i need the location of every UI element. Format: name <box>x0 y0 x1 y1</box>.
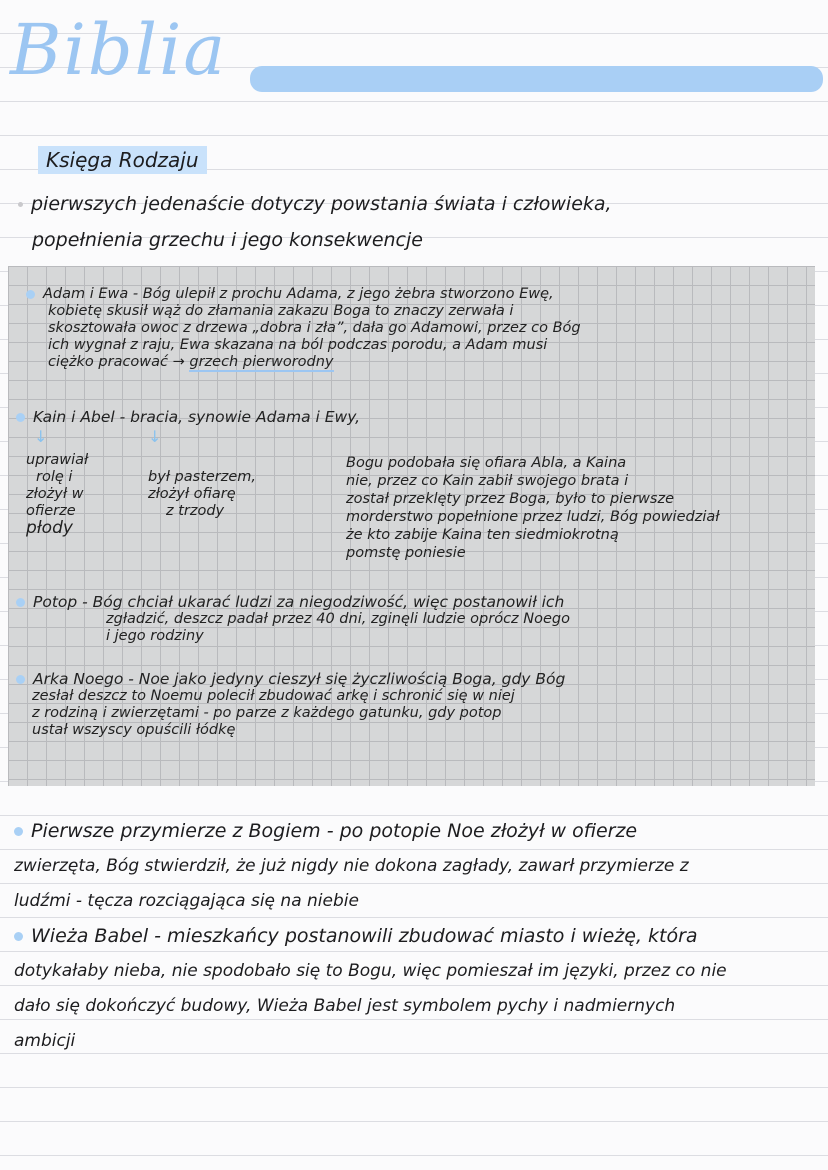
arrow-down-icon: ↓ <box>34 427 48 446</box>
note-line: zgładzić, deszcz padał przez 40 dni, zginęli ludzie oprócz Noego <box>106 611 570 627</box>
note-line: złożył ofiarę <box>148 486 236 502</box>
intro-text <box>18 186 808 258</box>
note-line: Adam i Ewa - Bóg ulepił z prochu Adama, z jego żebra stworzono Ewę, <box>43 286 554 302</box>
note-line: złożył w <box>26 486 84 502</box>
note-line: ofierze <box>26 503 76 519</box>
intro-line: popełnienia grzechu i jego konsekwencje <box>32 229 423 251</box>
note-line: że kto zabije Kaina ten siedmiokrotną <box>346 527 619 543</box>
kain-abel-story <box>346 454 719 562</box>
note-line: ustał wszyscy opuścili łódkę <box>32 722 236 738</box>
note-line: i jego rodziny <box>106 628 204 644</box>
note-line: morderstwo popełnione przez ludzi, Bóg powiedział <box>346 509 720 525</box>
note-line: pomstę poniesie <box>346 545 466 561</box>
note-kain-abel <box>16 409 796 426</box>
bullet-icon <box>18 202 23 207</box>
note-potop <box>16 594 796 645</box>
note-line: rolę i <box>36 469 73 485</box>
note-arka <box>16 671 796 739</box>
arrow-down-icon: ↓ <box>148 427 162 446</box>
note-line: Arka Noego - Noe jako jedyny cieszył się życzliwością Boga, gdy Bóg <box>33 670 566 688</box>
bullet-icon <box>16 413 25 422</box>
title-underline-bar <box>250 66 823 92</box>
note-line: Pierwsze przymierze z Bogiem - po potopie Noe złożył w ofierze <box>31 820 638 842</box>
bullet-icon <box>14 827 23 836</box>
note-line: ciężko pracować → <box>48 354 185 370</box>
note-line: dotykałaby nieba, nie spodobało się to Bogu, więc pomieszał im języki, przez co nie <box>14 961 727 981</box>
note-line: płody <box>26 518 73 538</box>
bullet-icon <box>14 932 23 941</box>
note-line: uprawiał <box>26 452 89 468</box>
notebook-photo <box>8 266 815 786</box>
note-line: skosztowała owoc z drzewa „dobra i zła”, dała go Adamowi, przez co Bóg <box>48 320 581 336</box>
note-line: z rodziną i zwierzętami - po parze z każdego gatunku, gdy potop <box>32 705 502 721</box>
note-line: był pasterzem, <box>148 469 257 485</box>
note-line: Potop - Bóg chciał ukarać ludzi za niegodziwość, więc postanowił ich <box>33 593 565 611</box>
note-heading: Kain i Abel - bracia, synowie Adama i Ewy, <box>33 408 361 426</box>
note-line: nie, przez co Kain zabił swojego brata i <box>346 473 629 489</box>
intro-line: pierwszych jedenaście dotyczy powstania świata i człowieka, <box>31 193 612 215</box>
note-line: Wieża Babel - mieszkańcy postanowili zbudować miasto i wieżę, która <box>31 925 698 947</box>
page-title: Biblia <box>10 9 228 91</box>
note-wieza-babel <box>14 919 814 1059</box>
note-line: ambicji <box>14 1031 76 1051</box>
highlighted-term: grzech pierworodny <box>189 354 334 370</box>
bullet-icon <box>16 675 25 684</box>
abel-column <box>148 469 256 520</box>
note-line: został przeklęty przez Boga, było to pierwsze <box>346 491 674 507</box>
note-przymierze <box>14 814 814 919</box>
kain-column <box>26 452 88 537</box>
note-line: Bogu podobała się ofiara Abla, a Kaina <box>346 455 627 471</box>
note-line: ich wygnał z raju, Ewa skazana na ból podczas porodu, a Adam musi <box>48 337 548 353</box>
bottom-notes <box>14 814 814 1059</box>
note-adam-ewa <box>26 286 796 371</box>
bullet-icon <box>16 598 25 607</box>
bullet-icon <box>26 290 35 299</box>
note-line: z trzody <box>166 503 225 519</box>
note-line: dało się dokończyć budowy, Wieża Babel jest symbolem pychy i nadmiernych <box>14 996 676 1016</box>
note-line: ludźmi - tęcza rozciągająca się na niebie <box>14 891 359 911</box>
section-heading: Księga Rodzaju <box>38 146 207 174</box>
note-line: zwierzęta, Bóg stwierdził, że już nigdy nie dokona zagłady, zawarł przymierze z <box>14 856 689 876</box>
note-line: zesłał deszcz to Noemu polecił zbudować arkę i schronić się w niej <box>32 688 515 704</box>
note-line: kobietę skusił wąż do złamania zakazu Boga to znaczy zerwała i <box>48 303 514 319</box>
